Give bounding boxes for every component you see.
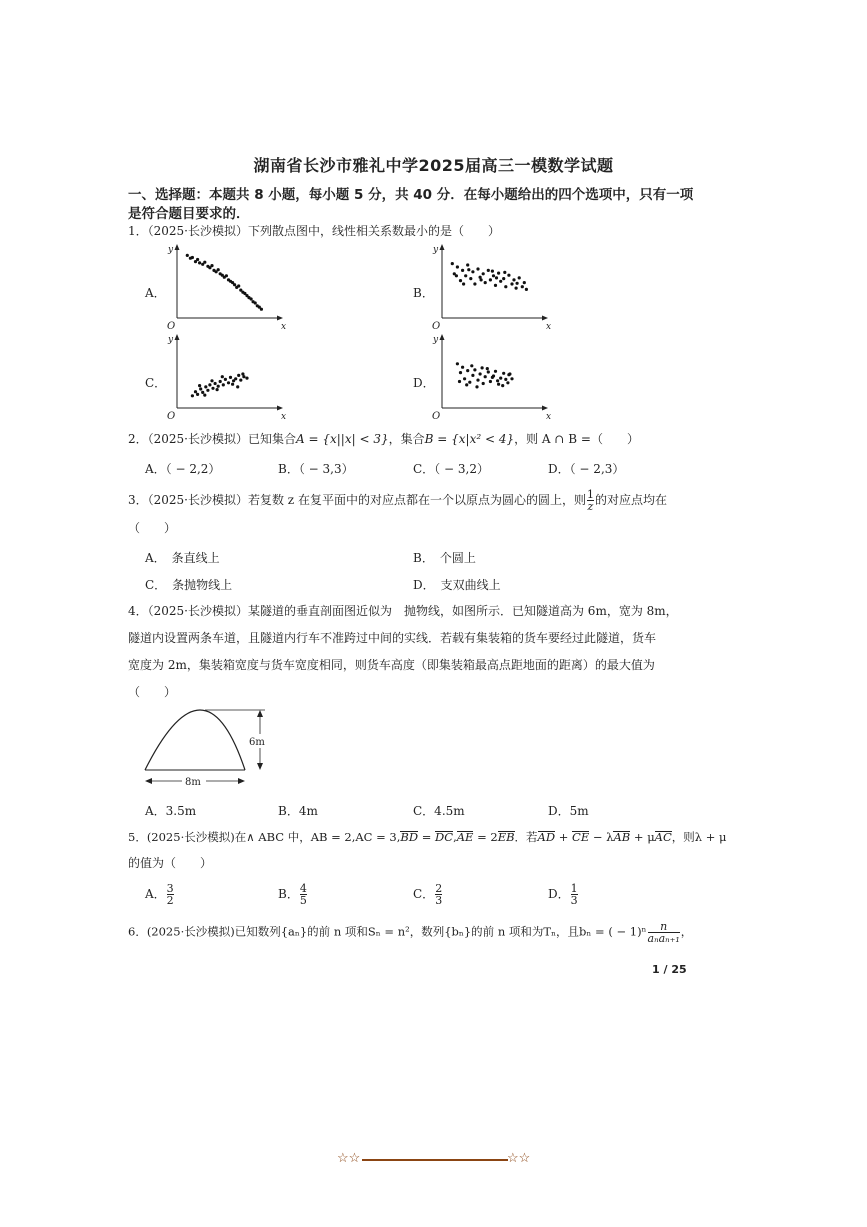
width-arrow-left [145,778,152,784]
x-axis-arrow [277,316,283,321]
scatter-point [463,377,466,380]
q4-option-d: D．5m [548,804,589,818]
width-arrow-right [238,778,245,784]
scatter-point [497,383,500,386]
q4-line3: 宽度为 2m，集装箱宽度与货车宽度相同，则货车高度（即集装箱最高点距地面的距离）的最大值为 [128,658,655,672]
footer-stars-left: ☆☆ [337,1151,361,1166]
vector-dc: DC [435,830,454,844]
q6-stem-a: 6．(2025·长沙模拟)已知数列{aₙ}的前 n 项和Sₙ = n²，数列{bₙ}的前 n 项和为Tₙ，且bₙ = ( − 1)ⁿ [128,924,647,939]
origin-label: O [167,411,176,422]
parabola-curve [145,710,245,770]
scatter-point [480,278,483,281]
section-heading-line2: 是符合题目要求的． [128,206,250,222]
page-title: 湖南省长沙市雅礼中学2025届高三一模数学试题 [253,156,614,175]
y-axis-arrow [440,334,445,340]
q5-line2: 的值为（ ） [128,856,213,870]
scatter-point [486,367,489,370]
height-arrow-top [257,710,263,717]
scatter-point [507,274,510,277]
scatter-point [496,379,499,382]
scatter-point [495,276,498,279]
q1-stem: 1．（2025·长沙模拟）下列散点图中，线性相关系数最小的是（ ） [128,224,500,238]
height-arrow-bottom [257,763,263,770]
scatter-point [461,366,464,369]
q5-option-c-label: C． [413,887,435,901]
scatter-point [469,277,472,280]
scatter-point [479,372,482,375]
scatter-point [227,381,230,384]
scatter-point [217,268,220,271]
scatter-point [482,272,485,275]
scatter-point [499,377,502,380]
scatter-point [504,378,507,381]
x-axis-arrow [277,406,283,411]
scatter-point [499,280,502,283]
scatter-point [468,381,471,384]
scatter-plot-c [165,336,285,420]
q5-minus: − λ [589,830,614,844]
q3-option-c: C． 条抛物线上 [145,578,233,592]
q5-option-a-den: 2 [166,894,174,907]
scatter-point [191,394,194,397]
y-axis-label: y [168,245,174,255]
scatter-point [216,388,219,391]
scatter-point [521,285,524,288]
q6-tail: ， [680,924,693,939]
q2-option-d: D．（ − 2,3） [548,462,625,476]
footer-rule [362,1159,508,1161]
height-label: 6m [249,737,265,748]
scatter-point [473,282,476,285]
q5-plusmu: + μ [630,830,655,844]
scatter-point [466,263,469,266]
scatter-point [225,274,228,277]
scatter-point [481,366,484,369]
scatter-point [224,378,227,381]
y-axis-label: y [433,335,439,345]
q6-stem [128,921,692,944]
scatter-point [260,308,263,311]
q2-set-a: A = {x||x| < 3} [296,432,389,446]
q5-option-b [278,883,308,906]
q4-option-c: C．4.5m [413,804,465,818]
q2-stem [128,431,639,447]
scatter-point [471,270,474,273]
q5-tail: ，则λ + μ [671,830,727,844]
q4-line2: 隧道内设置两条车道，且隧道内行车不准跨过中间的实线．若载有集装箱的货车要经过此隧道，货车 [128,631,657,645]
footer-stars-right: ☆☆ [507,1151,531,1166]
scatter-point [470,364,473,367]
scatter-point [201,391,204,394]
q5-option-b-label: B． [278,887,299,901]
origin-label: O [432,321,441,332]
q2-option-a: A．（ − 2,2） [145,462,221,476]
q5-option-d-den: 3 [570,894,578,907]
scatter-point [219,380,222,383]
scatter-point [196,393,199,396]
q5-option-d [548,883,579,906]
scatter-point [239,379,242,382]
scatter-point [222,383,225,386]
q3-option-d: D． 支双曲线上 [413,578,501,592]
q5-option-c-den: 3 [435,894,443,907]
q3-stem-tail: 的对应点均在 [594,493,667,507]
y-axis-arrow [440,244,445,250]
scatter-point [482,382,485,385]
scatter-plot-a [165,246,285,330]
scatter-point [464,274,467,277]
scatter-point [214,382,217,385]
q4-paren: （ ） [128,685,177,699]
vector-bd: BD [400,830,419,844]
y-axis-arrow [175,334,180,340]
y-axis-arrow [175,244,180,250]
q3-paren: （ ） [128,521,177,535]
q3-fraction [587,489,594,512]
scatter-point [492,274,495,277]
scatter-point [241,372,244,375]
scatter-point [459,371,462,374]
scatter-point [245,377,248,380]
scatter-point [458,380,461,383]
scatter-point [473,368,476,371]
q5-option-b-den: 5 [299,894,307,907]
q3-stem [128,489,667,512]
scatter-point [503,271,506,274]
origin-label: O [432,411,441,422]
scatter-point [234,377,237,380]
scatter-point [471,374,474,377]
q2-stem-b: ，集合 [388,432,425,446]
scatter-point [504,285,507,288]
origin-label: O [167,321,176,332]
scatter-point [206,389,209,392]
scatter-point [489,278,492,281]
scatter-point [237,374,240,377]
scatter-point [203,261,206,264]
q3-frac-num: 1 [586,488,594,501]
x-axis-arrow [542,406,548,411]
scatter-point [203,394,206,397]
vector-ac: AC [654,830,672,844]
q1-label-a: A． [145,286,166,300]
q5-eq1: = [418,830,436,844]
scatter-point [465,383,468,386]
page-number: 1 / 25 [652,963,687,976]
scatter-point [208,383,211,386]
q3-stem-text: 3．（2025·长沙模拟）若复数 z 在复平面中的对应点都在一个以原点为圆心的圆上，则 [128,493,586,507]
scatter-point [506,381,509,384]
q2-option-b: B．（ − 3,3） [278,462,354,476]
scatter-point [191,256,194,259]
scatter-point [484,281,487,284]
scatter-point [204,385,207,388]
x-axis-label: x [281,412,287,422]
scatter-point [217,385,220,388]
tunnel-parabola-figure [140,708,275,790]
q2-set-b: B = {x|x² < 4} [424,432,515,446]
scatter-point [198,384,201,387]
q5-option-a-num: 3 [166,882,174,895]
scatter-point [476,379,479,382]
q5-ruo: ．若 [514,830,538,844]
scatter-point [459,279,462,282]
scatter-point [487,269,490,272]
y-axis-label: y [433,245,439,255]
q6-frac-num: n [660,920,668,933]
scatter-point [491,270,494,273]
scatter-point [525,288,528,291]
scatter-point [186,254,189,257]
q5-option-a [145,883,175,906]
scatter-point [515,287,518,290]
scatter-point [462,282,465,285]
scatter-point [210,379,213,382]
scatter-point [210,264,213,267]
q4-line1: 4．（2025·长沙模拟）某隧道的垂直剖面图近似为 抛物线，如图所示．已知隧道高为 6m，宽为 8m， [128,604,678,618]
q5-eq2: = 2 [473,830,498,844]
scatter-point [455,274,458,277]
q5-option-a-label: A． [145,887,166,901]
q1-label-c: C． [145,376,167,390]
scatter-point [456,265,459,268]
vector-ae: AE [456,830,474,844]
scatter-point [221,375,224,378]
section-heading-line1: 一、选择题：本题共 8 小题，每小题 5 分，共 40 分．在每小题给出的四个选项中，只有一项 [128,187,694,203]
q3-option-b: B． 个圆上 [413,551,476,565]
x-axis-label: x [546,322,552,332]
x-axis-label: x [281,322,287,332]
scatter-point [502,277,505,280]
scatter-point [487,370,490,373]
y-axis-label: y [168,335,174,345]
x-axis-label: x [546,412,552,422]
scatter-point [231,383,234,386]
scatter-point [491,376,494,379]
q5-option-c [413,883,443,906]
q5-option-b-num: 4 [299,882,307,895]
width-label: 8m [185,777,201,788]
scatter-point [494,370,497,373]
q5-plus: + [555,830,573,844]
scatter-point [451,262,454,265]
scatter-point [237,284,240,287]
scatter-point [250,297,253,300]
scatter-point [476,267,479,270]
scatter-plot-b [430,246,550,330]
scatter-point [461,269,464,272]
scatter-point [211,387,214,390]
scatter-point [236,385,239,388]
scatter-point [518,276,521,279]
q5-stem-a: 5．(2025·长沙模拟)在∧ ABC 中，AB = 2,AC = 3, [128,830,401,844]
q4-option-b: B．4m [278,804,318,818]
scatter-point [198,261,201,264]
q3-frac-den: z [587,500,594,513]
scatter-point [467,268,470,271]
scatter-point [229,376,232,379]
q5-comma: , [453,830,457,844]
scatter-point [233,283,236,286]
scatter-point [516,282,519,285]
q5-option-d-num: 1 [570,882,578,895]
scatter-point [510,282,513,285]
q5-option-c-num: 2 [435,882,443,895]
scatter-point [475,385,478,388]
scatter-point [199,387,202,390]
q5-stem [128,829,727,845]
vector-ab: AB [613,830,631,844]
scatter-point [196,258,199,261]
scatter-point [508,372,511,375]
scatter-point [494,284,497,287]
scatter-point [254,301,257,304]
scatter-plot-d [430,336,550,420]
scatter-point [484,375,487,378]
vector-eb: EB [497,830,515,844]
scatter-point [489,380,492,383]
scatter-point [512,278,515,281]
scatter-point [510,377,513,380]
q1-label-b: B． [413,286,434,300]
q1-label-d: D． [413,376,435,390]
q2-option-c: C．（ − 3,2） [413,462,489,476]
q6-frac-den: aₙaₙ₊₁ [647,932,680,945]
q2-stem-a: 2．（2025·长沙模拟）已知集合 [128,432,296,446]
scatter-point [502,372,505,375]
vector-ad: AD [537,830,556,844]
scatter-point [466,369,469,372]
q2-stem-c: ，则 A ∩ B =（ ） [514,432,639,446]
scatter-point [194,390,197,393]
vector-ce: CE [572,830,590,844]
q3-option-a: A． 条直线上 [145,551,220,565]
scatter-point [501,384,504,387]
scatter-point [497,272,500,275]
scatter-point [456,362,459,365]
scatter-point [523,281,526,284]
q4-option-a: A．3.5m [145,804,197,818]
x-axis-arrow [542,316,548,321]
q5-option-d-label: D． [548,887,570,901]
